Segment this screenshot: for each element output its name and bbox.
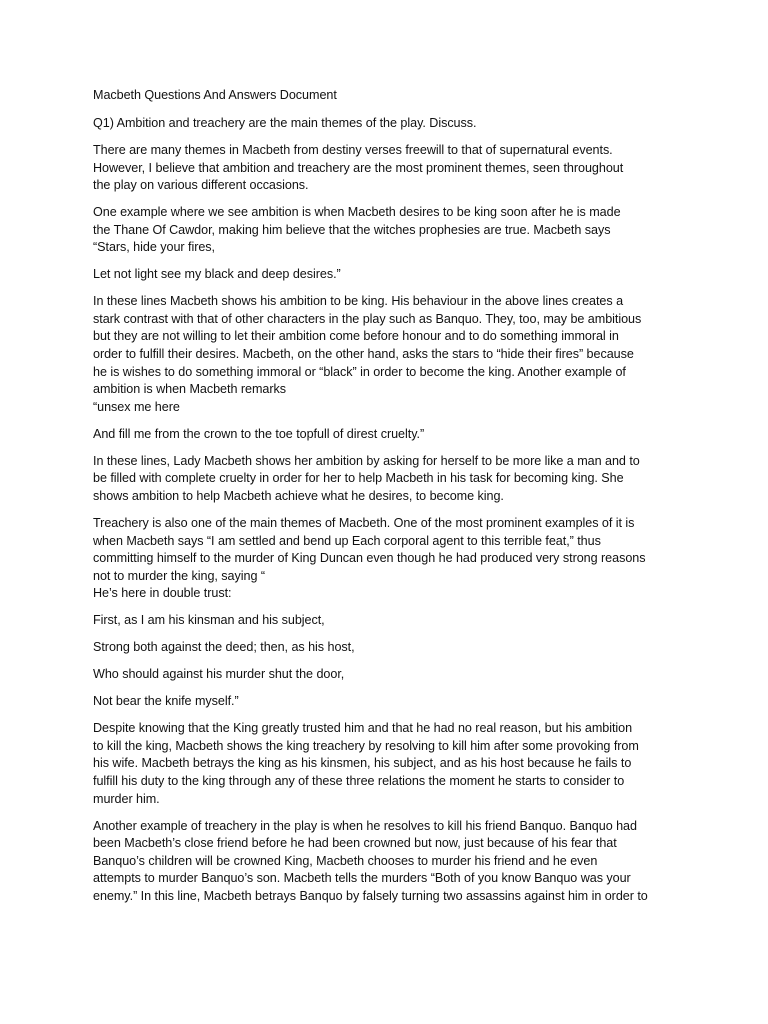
quote-line-shut-door: Who should against his murder shut the door,: [93, 667, 345, 682]
quote-line-direst-cruelty: And fill me from the crown to the toe topfull of direst cruelty.”: [93, 426, 425, 441]
paragraph-ambition-analysis: In these lines Macbeth shows his ambition to be king. His behaviour in the above lines creates a stark contrast with that of other characters in the play such as Banquo. They, too, may be ambitious but they are not willing to let their ambition come before honour and to do something immoral in order to fulfill their desires. Macbeth, on the other hand, asks the stars to “hide their fires” because he is wishes to do something immoral or “black” in order to become the king. Another example of ambition is when Macbeth remarks “unsex me here: [93, 294, 642, 414]
document-title: Macbeth Questions And Answers Document: [93, 88, 337, 102]
question-heading: Q1) Ambition and treachery are the main themes of the play. Discuss.: [93, 115, 477, 130]
paragraph-treachery: Treachery is also one of the main themes of Macbeth. One of the most prominent examples of it is when Macbeth says “I am settled and bend up Each corporal agent to this terrible feat,” thus committing himself to the murder of King Duncan even though he had produced very strong reasons not to murder the king, saying “ He’s here in double trust:: [93, 516, 646, 601]
paragraph-banquo: Another example of treachery in the play is when he resolves to kill his friend Banquo. Banquo had been Macbeth’s close friend before he had been crowned but now, just because of his fear that Banquo’s children will be crowned King, Macbeth chooses to murder his friend and he even attempts to murder Banquo’s son. Macbeth tells the murders “Both of you know Banquo was your enemy.” In this line, Macbeth betrays Banquo by falsely turning two assassins against him in order to: [93, 818, 648, 904]
paragraph-lady-macbeth: In these lines, Lady Macbeth shows her ambition by asking for herself to be more like a man and to be filled with complete cruelty in order for her to help Macbeth in his task for becoming king. She shows ambition to help Macbeth achieve what he desires, to become king.: [93, 453, 640, 504]
quote-line-host: Strong both against the deed; then, as his host,: [93, 640, 355, 655]
paragraph-ambition-example: One example where we see ambition is when Macbeth desires to be king soon after he is made the Thane Of Cawdor, making him believe that the witches prophesies are true. Macbeth says “Stars, hide your fires,: [93, 205, 621, 255]
paragraph-intro: There are many themes in Macbeth from destiny verses freewill to that of supernatural events. However, I believe that ambition and treachery are the most prominent themes, seen throughout the play on various different occasions.: [93, 142, 624, 193]
quote-line-kinsman: First, as I am his kinsman and his subject,: [93, 613, 325, 628]
quote-line-knife: Not bear the knife myself.”: [93, 694, 239, 709]
quote-line-deep-desires: Let not light see my black and deep desires.”: [93, 267, 341, 282]
paragraph-king-treachery: Despite knowing that the King greatly trusted him and that he had no real reason, but his ambition to kill the king, Macbeth shows the king treachery by resolving to kill him after some provoking from his wife. Macbeth betrays the king as his kinsmen, his subject, and as his host because he fails to fulfill his duty to the king through any of these three relations the moment he starts to consider to murder him.: [93, 721, 639, 806]
